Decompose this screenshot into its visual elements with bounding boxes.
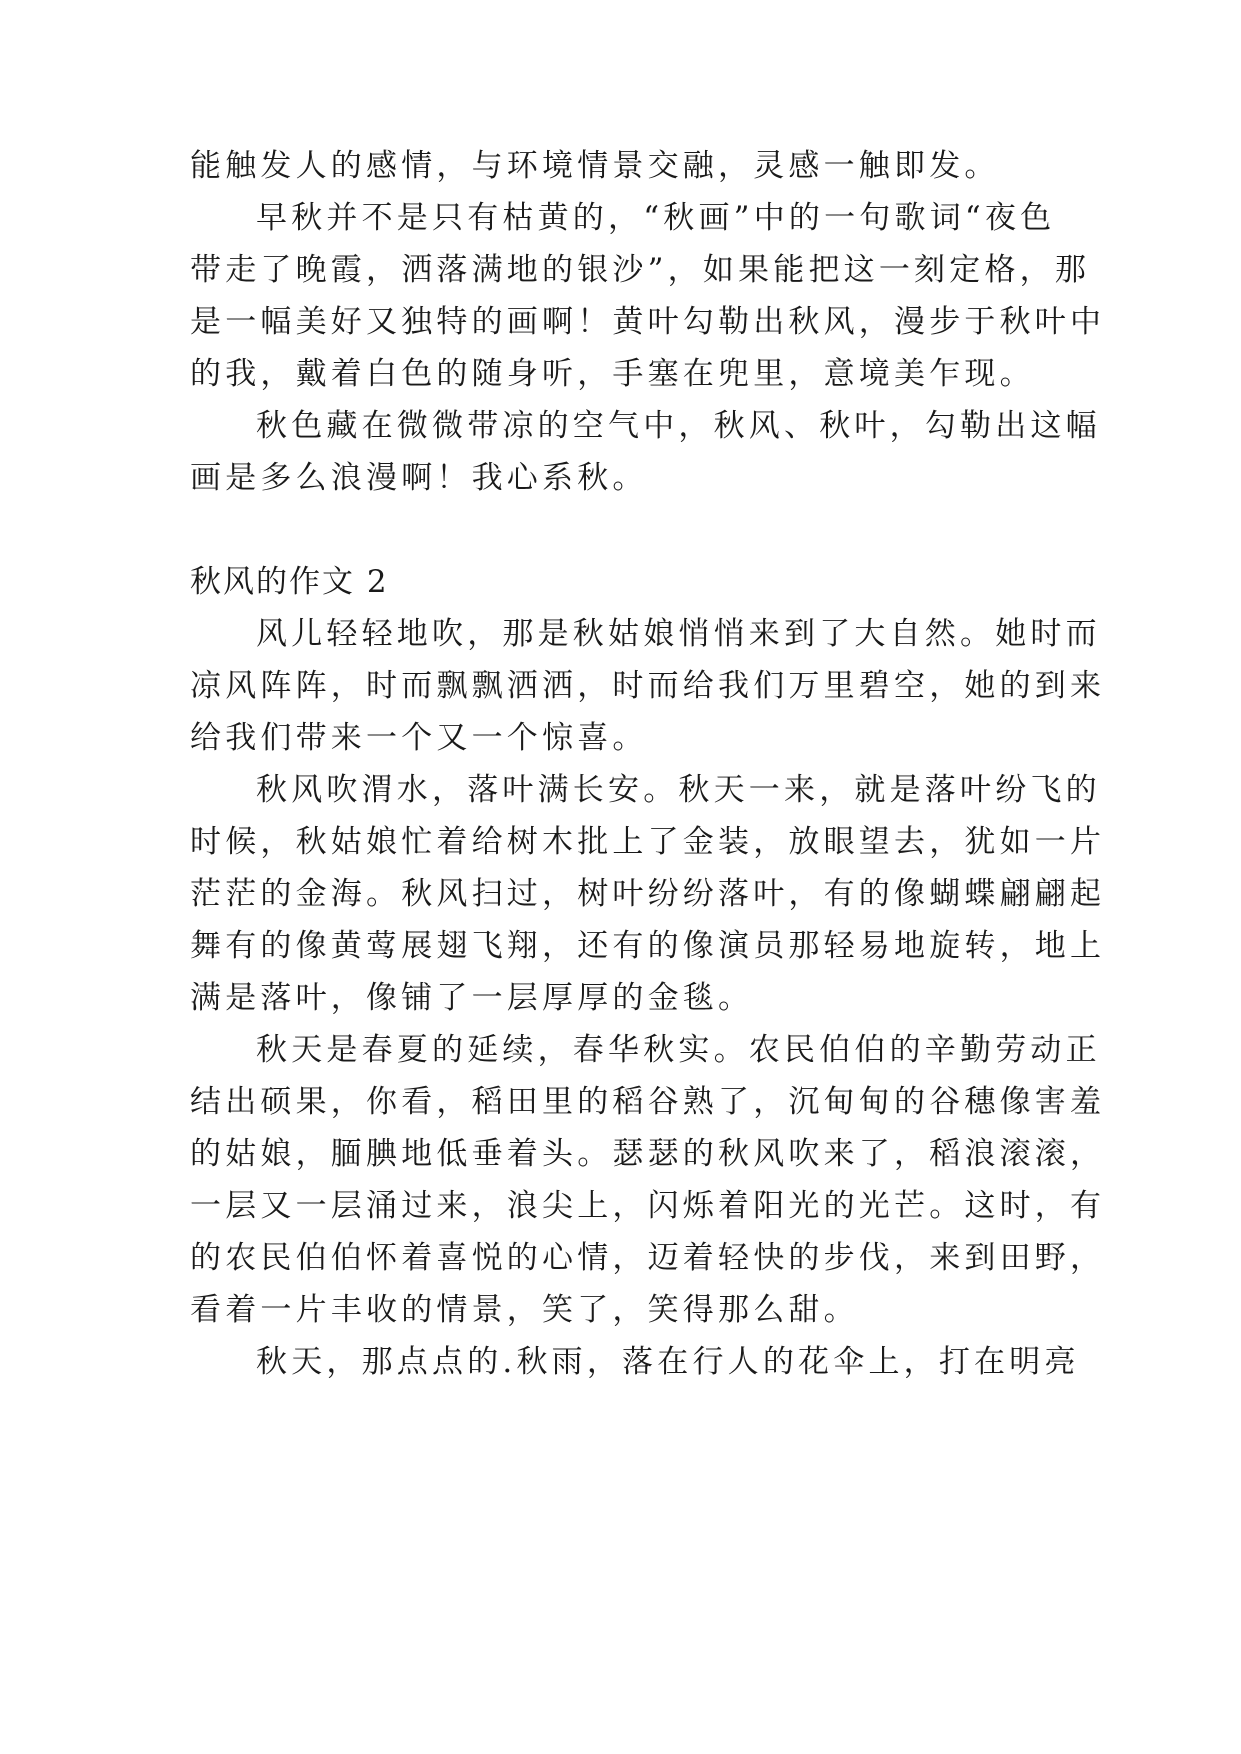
- text-line: 的我，戴着白色的随身听，手塞在兜里，意境美乍现。: [190, 356, 1035, 392]
- text-line: 是一幅美好又独特的画啊！黄叶勾勒出秋风，漫步于秋叶中: [190, 304, 1106, 340]
- text-line: 凉风阵阵，时而飘飘洒洒，时而给我们万里碧空，她的到来: [190, 668, 1106, 704]
- text-line: 秋风吹渭水，落叶满长安。秋天一来，就是落叶纷飞的: [256, 772, 1101, 808]
- text-line: 秋天，那点点的.秋雨，落在行人的花伞上，打在明亮: [256, 1344, 1080, 1380]
- text-line: 结出硕果，你看，稻田里的稻谷熟了，沉甸甸的谷穗像害羞: [190, 1084, 1106, 1120]
- text-line: 的姑娘，腼腆地低垂着头。瑟瑟的秋风吹来了，稻浪滚滚，: [190, 1136, 1106, 1172]
- text-line: 茫茫的金海。秋风扫过，树叶纷纷落叶，有的像蝴蝶翩翩起: [190, 876, 1106, 912]
- text-line: 的农民伯伯怀着喜悦的心情，迈着轻快的步伐，来到田野，: [190, 1240, 1106, 1276]
- text-line: 画是多么浪漫啊！我心系秋。: [190, 460, 648, 496]
- text-line: 一层又一层涌过来，浪尖上，闪烁着阳光的光芒。这时，有: [190, 1188, 1106, 1224]
- text-line: 带走了晚霞，洒落满地的银沙”，如果能把这一刻定格，那: [190, 252, 1091, 288]
- text-line: 给我们带来一个又一个惊喜。: [190, 720, 648, 756]
- text-line: 秋色藏在微微带凉的空气中，秋风、秋叶，勾勒出这幅: [256, 408, 1101, 444]
- text-line: 满是落叶，像铺了一层厚厚的金毯。: [190, 980, 754, 1016]
- text-line: 早秋并不是只有枯黄的，“秋画”中的一句歌词“夜色: [256, 200, 1056, 236]
- text-line: 舞有的像黄莺展翅飞翔，还有的像演员那轻易地旋转，地上: [190, 928, 1106, 964]
- text-line: 能触发人的感情，与环境情景交融，灵感一触即发。: [190, 148, 1000, 184]
- text-line: 时候，秋姑娘忙着给树木批上了金装，放眼望去，犹如一片: [190, 824, 1106, 860]
- section-heading: 秋风的作文 2: [190, 564, 389, 600]
- text-line: 风儿轻轻地吹，那是秋姑娘悄悄来到了大自然。她时而: [256, 616, 1101, 652]
- text-line: 秋天是春夏的延续，春华秋实。农民伯伯的辛勤劳动正: [256, 1032, 1101, 1068]
- text-line: 看着一片丰收的情景，笑了，笑得那么甜。: [190, 1292, 859, 1328]
